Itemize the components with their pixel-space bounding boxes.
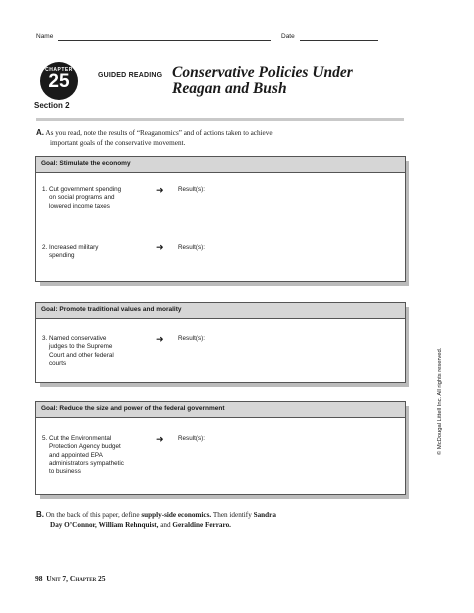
item-line: spending [49,252,75,260]
item-line: on social programs and [49,194,115,202]
name-field[interactable] [58,40,271,41]
goal-header: Goal: Promote traditional values and morality [36,303,405,319]
part-b-instructions [36,510,346,530]
guided-reading-label: GUIDED READING [98,72,163,79]
item-line: 2. Increased military [42,244,99,251]
item-line: courts [49,359,67,367]
item-line: Court and other federal [49,351,114,359]
part-b-name-1b: Day O’Connor, [50,521,97,529]
goal-item-5 [42,435,124,476]
unit-chapter-label: Unit 7, Chapter 25 [46,574,106,583]
page-title [172,65,353,97]
name-label: Name [36,33,54,40]
section-label: Section 2 [34,101,70,110]
item-line: Protection Agency budget [49,443,121,451]
part-a-instructions [36,128,336,148]
part-b-text-1: On the back of this paper, define [45,511,142,519]
part-a-line-2: important goals of the conservative movement. [50,139,186,147]
result-answer-area[interactable] [178,200,388,201]
header-rule [36,118,404,121]
part-b-and: and [158,521,173,529]
result-label: Result(s): [178,186,205,193]
result-label: Result(s): [178,335,205,342]
part-a-letter: A. [36,128,44,137]
result-answer-area[interactable] [178,258,388,259]
part-b-term: supply-side economics. [141,511,212,519]
goal-header: Goal: Reduce the size and power of the federal government [36,402,405,418]
chapter-badge [40,62,78,100]
result-label: Result(s): [178,435,205,442]
arrow-right-icon: ➜ [156,242,164,252]
item-line: and appointed EPA [49,451,103,459]
item-line: 1. Cut government spending [42,186,122,193]
arrow-right-icon: ➜ [156,185,164,195]
chapter-word: CHAPTER [45,67,73,73]
page-footer [35,574,106,583]
item-line: judges to the Supreme [49,343,113,351]
title-line-1: Conservative Policies Under [172,64,353,81]
item-line: 3. Named conservative [42,335,107,342]
part-a-line-1: As you read, note the results of “Reaganomics” and of actions taken to achieve [45,129,273,137]
result-label: Result(s): [178,244,205,251]
item-line: administrators sympathetic [49,459,124,467]
part-b-letter: B. [36,510,44,519]
part-b-name-2: William Rehnquist, [98,521,159,529]
date-label: Date [281,33,295,40]
result-answer-area[interactable] [178,349,388,350]
part-b-name-1: Sandra [253,511,276,519]
chapter-number: 25 [48,71,70,92]
goal-box-economy [35,156,406,282]
item-line: to business [49,468,81,476]
page-number: 98 [35,574,43,583]
item-line: lowered income taxes [49,202,110,210]
result-answer-area[interactable] [178,449,388,450]
arrow-right-icon: ➜ [156,334,164,344]
arrow-right-icon: ➜ [156,434,164,444]
goal-item-1 [42,186,121,211]
part-b-name-3: Geraldine Ferraro. [172,521,231,529]
date-field[interactable] [300,40,378,41]
part-b-text-2: Then identify [211,511,254,519]
copyright-notice: © McDougal Littell Inc. All rights reserved. [437,347,443,455]
goal-header: Goal: Stimulate the economy [36,157,405,173]
goal-item-3 [42,335,114,368]
title-line-2: Reagan and Bush [172,80,287,97]
item-line: 5. Cut the Environmental [42,435,112,442]
goal-item-2 [42,244,98,261]
